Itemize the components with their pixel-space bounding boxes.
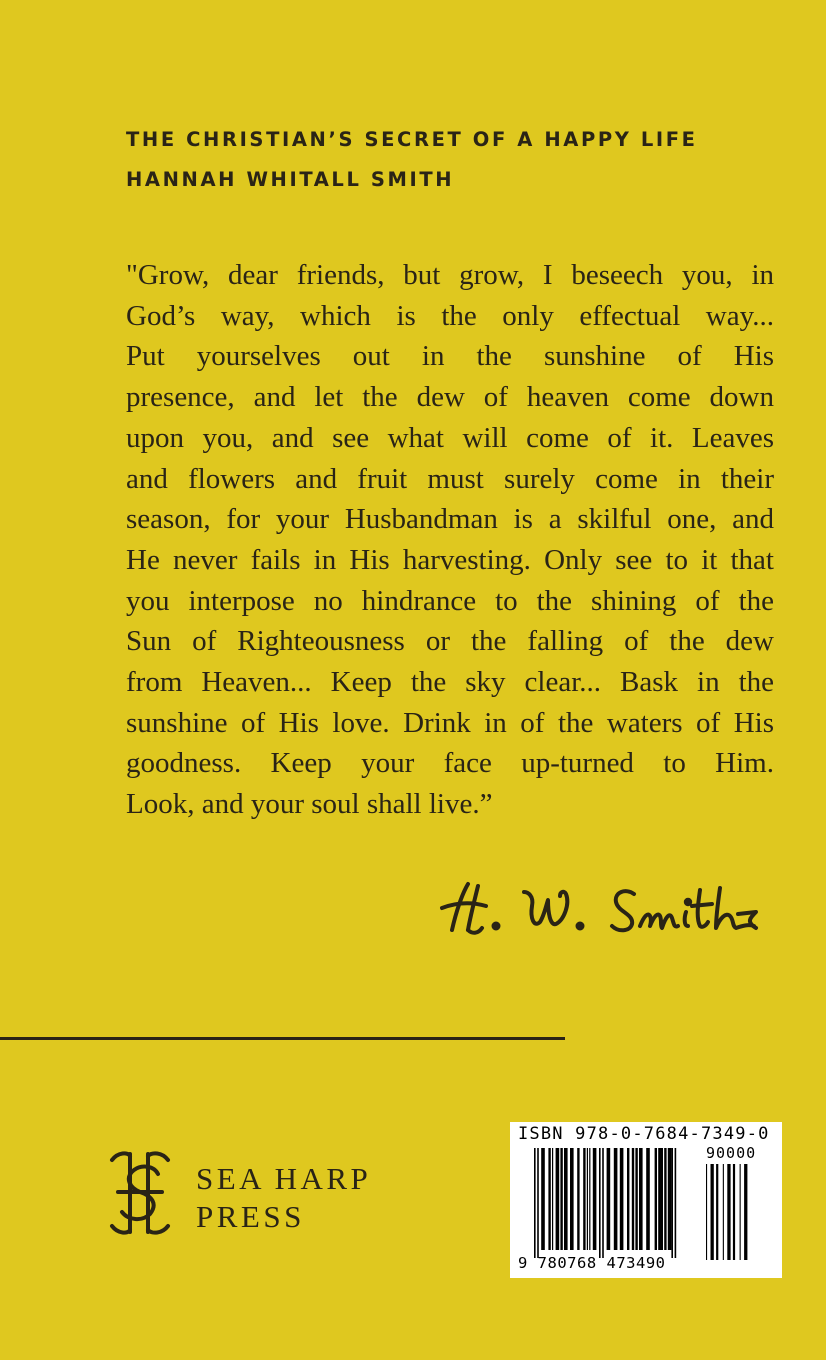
quote-line: Sun of Righteousness or the falling of the dew <box>126 625 774 658</box>
barcode-bar <box>534 1148 536 1258</box>
divider-rule <box>0 1037 565 1040</box>
ean-digits: 9 780768 473490 <box>518 1254 666 1272</box>
book-title: THE CHRISTIAN’S SECRET OF A HAPPY LIFE <box>126 128 698 151</box>
addon-bar <box>727 1164 730 1260</box>
barcode-bar <box>564 1148 568 1250</box>
barcode-bar <box>639 1148 643 1250</box>
quote-line: "Grow, dear friends, but grow, I beseech you, in <box>126 259 774 291</box>
addon-bar <box>706 1164 707 1260</box>
quote-line: from Heaven... Keep the sky clear... Bask in the <box>126 666 774 699</box>
quote-line: presence, and let the dew of heaven come down <box>126 381 774 414</box>
quote-line: and flowers and fruit must surely come in their <box>126 462 774 495</box>
barcode-bar <box>593 1148 597 1250</box>
quote-line: sunshine of His love. Drink in of the waters of His <box>126 706 774 739</box>
addon-bar <box>711 1164 714 1260</box>
barcode-bar <box>570 1148 574 1250</box>
barcode-bar <box>614 1148 618 1250</box>
quote-line: upon you, and see what will come of it. Leaves <box>126 421 774 454</box>
book-header <box>126 120 806 200</box>
barcode-bar <box>607 1148 611 1250</box>
quote-line: Look, and your soul shall live.” <box>126 788 493 821</box>
addon-bar <box>740 1164 741 1260</box>
barcode-bar <box>560 1148 562 1250</box>
barcode-bar <box>635 1148 637 1250</box>
back-cover-quote <box>126 255 774 825</box>
barcode-bar <box>577 1148 579 1250</box>
quote-line: He never fails in His harvesting. Only see to it that <box>126 543 774 576</box>
barcode-bar <box>541 1148 545 1250</box>
addon-bar <box>744 1164 747 1260</box>
barcode-bar <box>658 1148 663 1250</box>
quote-line: you interpose no hindrance to the shining of the <box>126 584 774 617</box>
book-author: HANNAH WHITALL SMITH <box>126 168 455 191</box>
barcode-bar <box>675 1148 677 1258</box>
barcode-bar <box>602 1148 604 1258</box>
addon-bar <box>716 1164 718 1260</box>
barcode-bar <box>668 1148 672 1250</box>
addon-bar <box>723 1164 724 1260</box>
signature-image <box>438 872 778 944</box>
quote-line: goodness. Keep your face up-turned to Him. <box>126 747 774 780</box>
publisher-name <box>196 1160 371 1236</box>
price-code: 90000 <box>706 1144 757 1162</box>
publisher-monogram-logo <box>108 1148 172 1238</box>
barcode-bar <box>552 1148 553 1250</box>
barcode-bar <box>646 1148 650 1250</box>
publisher-line-1: SEA HARP <box>196 1161 372 1196</box>
publisher-line-2: PRESS <box>196 1199 305 1234</box>
barcode-bar <box>587 1148 588 1250</box>
barcode-bar <box>589 1148 590 1250</box>
barcode-bar <box>556 1148 560 1250</box>
barcode-bar <box>655 1148 657 1250</box>
isbn-label: ISBN 978-0-7684-7349-0 <box>518 1124 770 1144</box>
barcode-bar <box>627 1148 629 1250</box>
isbn-barcode <box>510 1122 782 1278</box>
quote-line: season, for your Husbandman is a skilful one, and <box>126 503 774 536</box>
barcode-bar <box>632 1148 634 1250</box>
barcode-bar <box>664 1148 666 1250</box>
barcode-bar <box>599 1148 601 1258</box>
barcode-bar <box>537 1148 539 1258</box>
addon-bar <box>733 1164 735 1260</box>
barcode-bar <box>583 1148 585 1250</box>
quote-line: God’s way, which is the only effectual way... <box>126 299 774 332</box>
quote-line: Put yourselves out in the sunshine of His <box>126 340 774 373</box>
barcode-bar <box>548 1148 550 1250</box>
barcode-bar <box>620 1148 624 1250</box>
barcode-bar <box>671 1148 673 1258</box>
